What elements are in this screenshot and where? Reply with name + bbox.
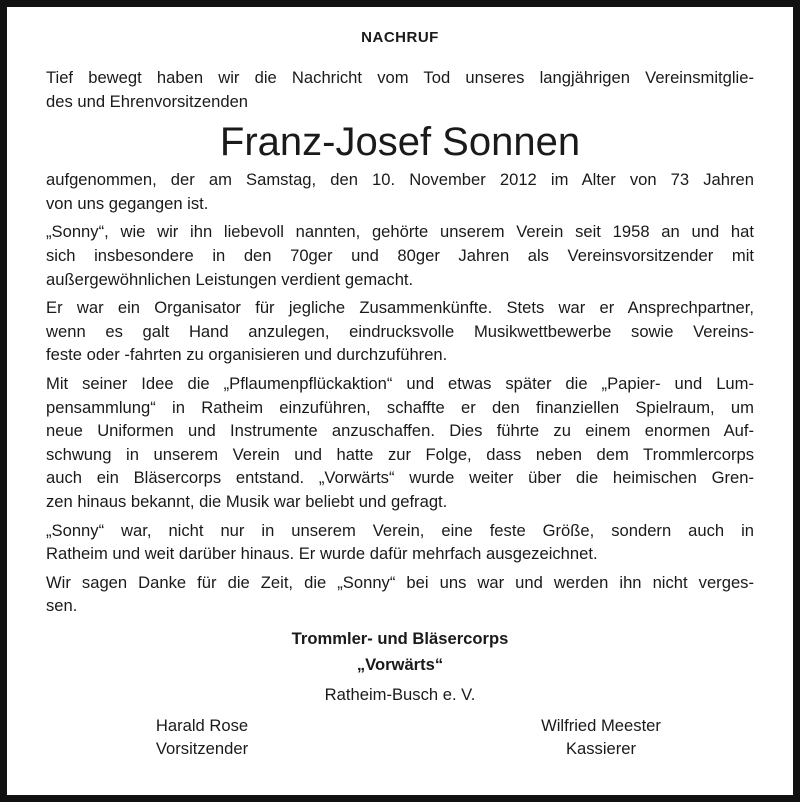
organization-name: Trommler- und Bläsercorps bbox=[291, 628, 509, 648]
text-line: „Sonny“ war, nicht nur in unserem Verein, eine feste Größe, sondern auch in bbox=[46, 520, 754, 540]
text-line: neue Uniformen und Instrumente anzuschaffen. Dies führte zu einem enormen Auf- bbox=[46, 421, 754, 441]
deceased-name: Franz-Josef Sonnen bbox=[219, 120, 581, 165]
signatories bbox=[46, 714, 754, 764]
signatory-role: Kassierer bbox=[565, 738, 637, 758]
organization-motto: „Vorwärts“ bbox=[356, 654, 444, 674]
paragraph-recognition bbox=[46, 519, 754, 566]
text-line: aufgenommen, der am Samstag, den 10. November 2012 im Alter von 73 Jahren bbox=[46, 170, 754, 190]
paragraph-thanks bbox=[46, 571, 754, 618]
obituary-notice bbox=[46, 28, 754, 764]
paragraph-death-date bbox=[46, 168, 754, 215]
text-line: zen hinaus bekannt, die Musik war beliebt und gefragt. bbox=[46, 491, 448, 511]
text-line: pensammlung“ in Ratheim einzuführen, schaffte er den finanziellen Spielraum, um bbox=[46, 397, 754, 417]
signature-organization bbox=[46, 626, 754, 678]
intro-paragraph bbox=[46, 66, 754, 113]
text-line: des und Ehrenvorsitzenden bbox=[46, 91, 249, 111]
paragraph-membership bbox=[46, 220, 754, 291]
text-line: sen. bbox=[46, 596, 78, 616]
text-line: Tief bewegt haben wir die Nachricht vom Tod unseres langjährigen Vereinsmitglie- bbox=[46, 68, 754, 87]
signatory-treasurer bbox=[481, 714, 721, 760]
text-line: wenn es galt Hand anzulegen, eindrucksvolle Musikwettbewerbe sowie Vereins- bbox=[46, 321, 754, 341]
text-line: Ratheim und weit darüber hinaus. Er wurde dafür mehrfach ausgezeichnet. bbox=[46, 544, 598, 564]
paragraph-organizer bbox=[46, 296, 754, 367]
text-line: Er war ein Organisator für jegliche Zusammenkünfte. Stets war er Ansprechpartner, bbox=[46, 298, 754, 318]
text-line: schwung in unserem Verein und hatte zur Folge, dass neben dem Trommlercorps bbox=[46, 444, 754, 464]
notice-heading: NACHRUF bbox=[361, 29, 439, 46]
organization-place: Ratheim-Busch e. V. bbox=[324, 684, 476, 704]
text-line: auch ein Bläsercorps entstand. „Vorwärts“ wurde weiter über die heimischen Gren- bbox=[46, 468, 754, 488]
paragraph-achievements bbox=[46, 372, 754, 514]
text-line: Mit seiner Idee die „Pflaumenpflückaktion“ und etwas später die „Papier- und Lum- bbox=[46, 373, 754, 393]
text-line: von uns gegangen ist. bbox=[46, 193, 209, 213]
text-line: „Sonny“, wie wir ihn liebevoll nannten, gehörte unserem Verein seit 1958 an und hat bbox=[46, 222, 754, 242]
signatory-role: Vorsitzender bbox=[155, 738, 249, 758]
text-line: außergewöhnlichen Leistungen verdient gemacht. bbox=[46, 269, 414, 289]
text-line: Wir sagen Danke für die Zeit, die „Sonny“ bei uns war und werden ihn nicht verges- bbox=[46, 572, 754, 592]
text-line: feste oder -fahrten zu organisieren und durchzuführen. bbox=[46, 345, 448, 365]
signatory-name: Wilfried Meester bbox=[541, 715, 661, 735]
signatory-name: Harald Rose bbox=[155, 715, 249, 735]
text-line: sich insbesondere in den 70ger und 80ger Jahren als Vereinsvorsitzender mit bbox=[46, 245, 754, 265]
signatory-chairman bbox=[82, 714, 322, 760]
